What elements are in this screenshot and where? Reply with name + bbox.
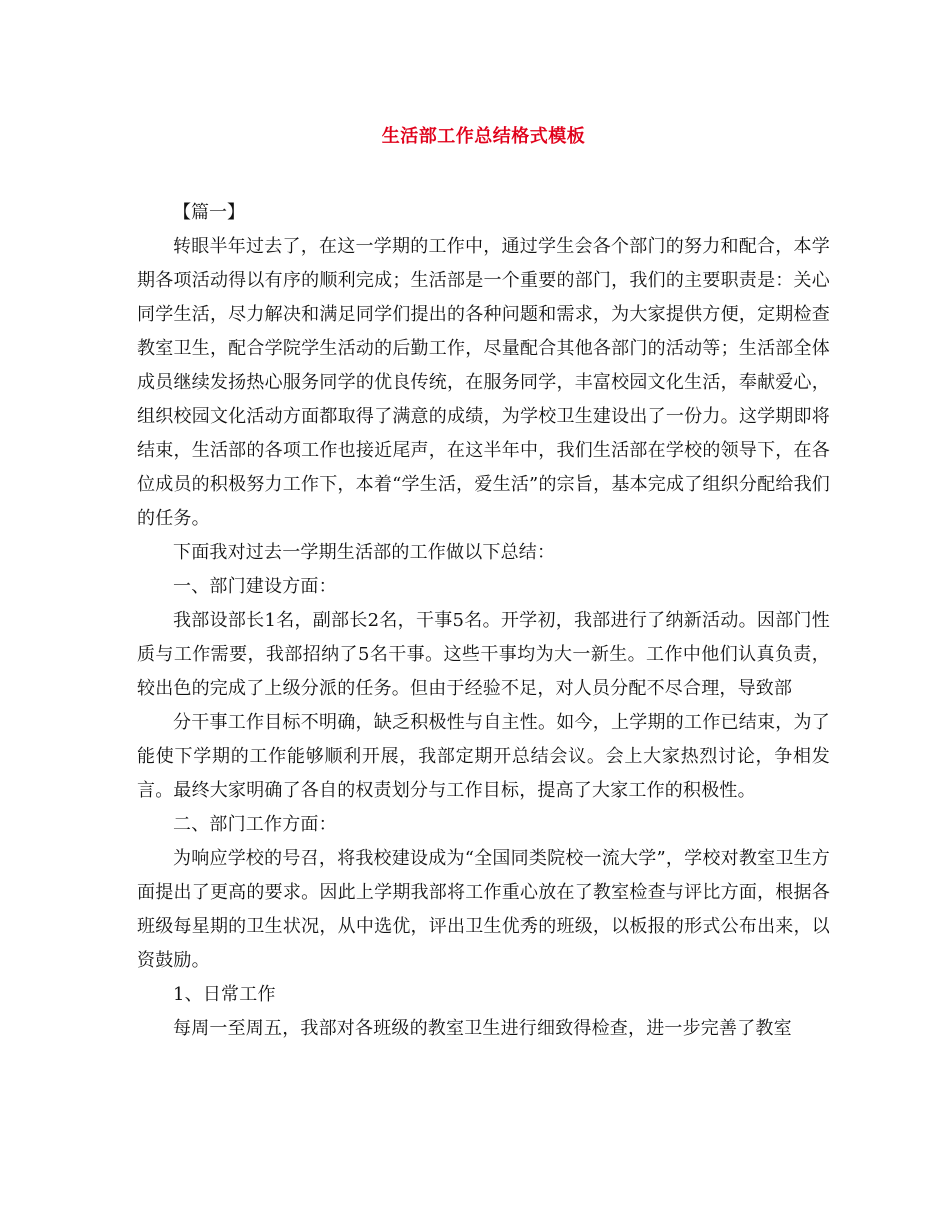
paragraph-summary-lead: 下面我对过去一学期生活部的工作做以下总结： [173,542,556,563]
heading-daily-work: 1、日常工作 [173,984,276,1005]
document-title: 生活部工作总结格式模板 [381,126,586,147]
paragraph-daily-check: 每周一至周五，我部对各班级的教室卫生进行细致得检查，进一步完善了教室 [173,1018,792,1039]
heading-department-building: 一、部门建设方面： [173,576,337,597]
heading-department-work: 二、部门工作方面： [173,814,337,835]
paragraph-intro: 转眼半年过去了，在这一学期的工作中，通过学生会各个部门的努力和配合，本学期各项活动得以有序的顺利完成；生活部是一个重要的部门，我们的主要职责是：关心同学生活，尽力解决和满足同学们提出的各种问题和需求，为大家提供方便，定期检查教室卫生，配合学院学生活动的后勤工作，尽量配合其他各部门的活动等；生活部全体成员继续发扬热心服务同学的优良传统，在服务同学，丰富校园文化生活，奉献爱心，组织校园文化活动方面都取得了满意的成绩，为学校卫生建设出了一份力。这学期即将结束，生活部的各项工作也接近尾声，在这半年中，我们生活部在学校的领导下，在各位成员的积极努力工作下，本着“学生活，爱生活”的宗旨，基本完成了组织分配给我们的任务。 [137,236,830,529]
paragraph-meeting: 分干事工作目标不明确，缺乏积极性与自主性。如今，上学期的工作已结束，为了能使下学期的工作能够顺利开展，我部定期开总结会议。会上大家热烈讨论，争相发言。最终大家明确了各自的权责划分与工作目标，提高了大家工作的积极性。 [137,712,830,801]
paragraph-hygiene: 为响应学校的号召，将我校建设成为“全国同类院校一流大学”，学校对教室卫生方面提出了更高的要求。因此上学期我部将工作重心放在了教室检查与评比方面，根据各班级每星期的卫生状况，从中选优，评出卫生优秀的班级，以板报的形式公布出来，以资鼓励。 [137,848,830,971]
section-label: 【篇一】 [173,202,245,223]
paragraph-staffing: 我部设部长1名，副部长2名，干事5名。开学初，我部进行了纳新活动。因部门性质与工作需要，我部招纳了5名干事。这些干事均为大一新生。工作中他们认真负责，较出色的完成了上级分派的任务。但由于经验不足，对人员分配不尽合理，导致部 [137,610,830,699]
